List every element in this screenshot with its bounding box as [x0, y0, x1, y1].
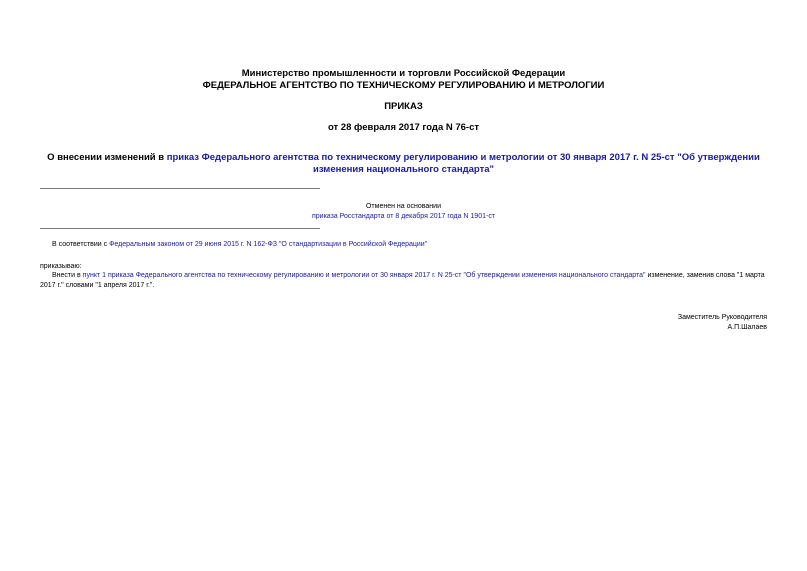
basis-prefix: В соответствии с: [52, 241, 110, 248]
instruction-paragraph: [40, 271, 767, 291]
legal-basis-paragraph: [52, 240, 767, 250]
federal-law-link[interactable]: Федеральным законом от 29 июня 2015 г. N 162-ФЗ "О стандартизации в Российской Федерации": [109, 241, 428, 248]
document-type: ПРИКАЗ: [384, 101, 423, 112]
title-order-link[interactable]: приказ Федерального агентства по техническому регулированию и метрологии от 30 января 2017 г. N 25-ст "Об утверждении изменения национального стандарта": [166, 152, 760, 175]
cancel-note-label: Отменен на основании: [365, 203, 441, 210]
instruction-suffix: изменение, заменив слова "1 марта 2017 г." словами "1 апреля 2017 г.".: [40, 272, 765, 289]
ministry-name: Министерство промышленности и торговли Российской Федерации: [241, 68, 566, 79]
document-date-number: от 28 февраля 2017 года N 76-ст: [327, 122, 480, 133]
agency-name: ФЕДЕРАЛЬНОЕ АГЕНТСТВО ПО ТЕХНИЧЕСКОМУ РЕГУЛИРОВАНИЮ И МЕТРОЛОГИИ: [202, 80, 605, 91]
divider-bottom: [40, 228, 320, 229]
instruction-prefix: Внести в: [52, 272, 83, 279]
document-title: [40, 152, 767, 176]
title-prefix: О внесении изменений в: [47, 152, 167, 163]
order-word: приказываю:: [40, 263, 82, 270]
signatory-position: Заместитель Руководителя: [677, 314, 767, 321]
cancel-order-link[interactable]: приказа Росстандарта от 8 декабря 2017 года N 1901-ст: [311, 213, 496, 220]
cancel-note: [0, 212, 807, 221]
divider-top: [40, 188, 320, 189]
signatory-name: А.П.Шалаев: [727, 324, 767, 331]
order-clause-link[interactable]: пункт 1 приказа Федерального агентства по техническому регулированию и метрологии от 30 января 2017 г. N 25-ст "Об утверждении изменения национального стандарта": [82, 272, 646, 279]
